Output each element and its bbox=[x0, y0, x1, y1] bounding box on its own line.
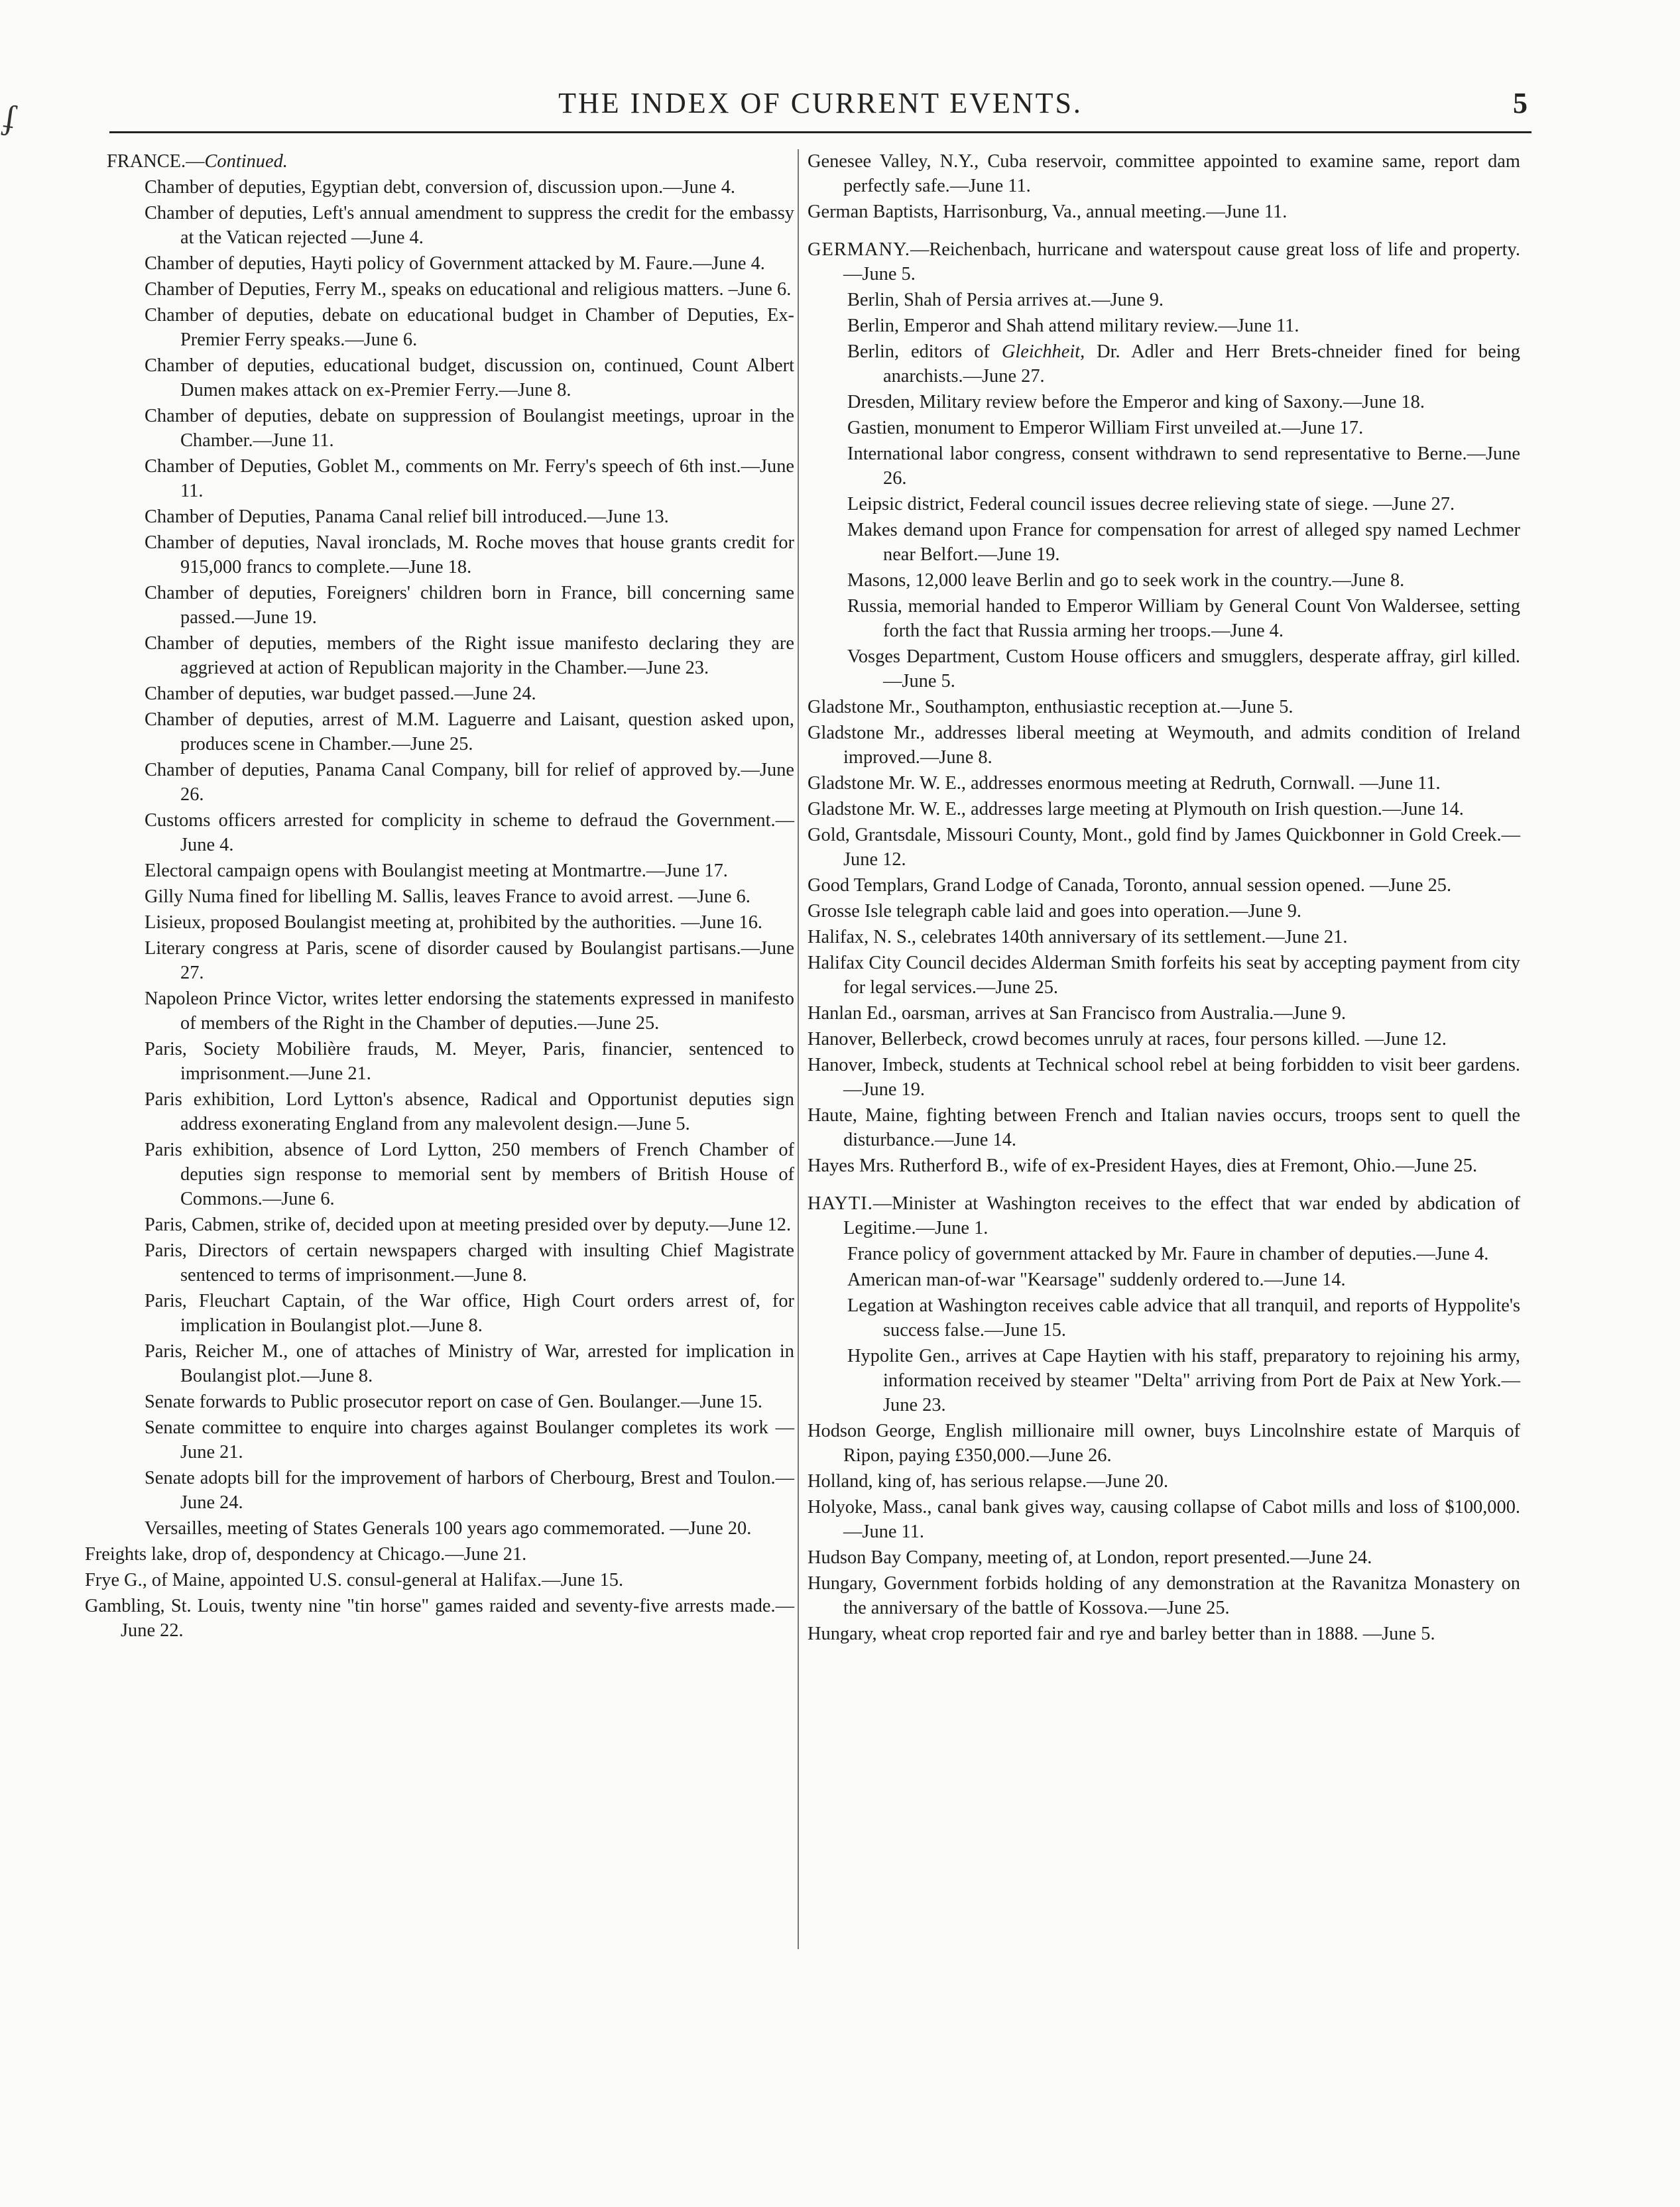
index-entry: Haute, Maine, fighting between French and Italian navies occurs, troops sent to quell the disturbance.—June 14. bbox=[808, 1105, 1520, 1150]
index-entry: Gambling, St. Louis, twenty nine "tin horse" games raided and seventy-five arrests made.—June 22. bbox=[85, 1596, 794, 1641]
index-entry: Chamber of Deputies, Goblet M., comments on Mr. Ferry's speech of 6th inst.—June 11. bbox=[145, 456, 794, 501]
index-entry-germany bbox=[808, 237, 1520, 286]
index-entry: Literary congress at Paris, scene of disorder caused by Boulangist partisans.—June 27. bbox=[145, 938, 794, 983]
index-entry: Hodson George, English millionaire mill owner, buys Lincolnshire estate of Marquis of Ripon, paying £350,000.—June 26. bbox=[808, 1421, 1520, 1466]
index-entry: Senate adopts bill for the improvement of harbors of Cherbourg, Brest and Toulon.—June 24. bbox=[145, 1468, 794, 1513]
index-entry: Paris exhibition, Lord Lytton's absence, Radical and Opportunist deputies sign address exonerating England from any malevolent design.—June 5. bbox=[145, 1089, 794, 1134]
index-entry: Leipsic district, Federal council issues decree relieving state of siege. —June 27. bbox=[847, 494, 1455, 514]
index-entry: Dresden, Military review before the Emperor and king of Saxony.—June 18. bbox=[847, 392, 1425, 412]
index-entry: Lisieux, proposed Boulangist meeting at, prohibited by the authorities. —June 16. bbox=[145, 912, 763, 933]
index-entry: Paris, Directors of certain newspapers charged with insulting Chief Magistrate sentenced to terms of imprisonment.—June 8. bbox=[145, 1240, 794, 1285]
index-entry: Hanlan Ed., oarsman, arrives at San Francisco from Australia.—June 9. bbox=[808, 1003, 1347, 1024]
index-entry: Versailles, meeting of States Generals 100 years ago commemorated. —June 20. bbox=[145, 1518, 752, 1539]
index-entry: Legation at Washington receives cable advice that all tranquil, and reports of Hyppolite's success false.—June 15. bbox=[847, 1295, 1520, 1341]
page-number: 5 bbox=[1513, 87, 1528, 119]
index-entry: Customs officers arrested for complicity in scheme to defraud the Government.—June 4. bbox=[145, 810, 794, 855]
index-entry: Good Templars, Grand Lodge of Canada, Toronto, annual session opened. —June 25. bbox=[808, 875, 1452, 896]
hayti-text: —Minister at Washington receives to the effect that war ended by abdication of Legitime.—June 1. bbox=[843, 1193, 1520, 1238]
index-entry: Chamber of deputies, Left's annual amendment to suppress the credit for the embassy at the Vatican rejected —June 4. bbox=[145, 203, 794, 248]
index-entry: International labor congress, consent withdrawn to send representative to Berne.—June 26. bbox=[847, 444, 1520, 489]
index-entry: Paris, Fleuchart Captain, of the War office, High Court orders arrest of, for implication in Boulangist plot.—June 8. bbox=[145, 1291, 794, 1336]
index-entry: Chamber of deputies, debate on suppression of Boulangist meetings, uproar in the Chamber.—June 11. bbox=[145, 406, 794, 451]
index-entry: German Baptists, Harrisonburg, Va., annual meeting.—June 11. bbox=[808, 202, 1288, 222]
column-divider bbox=[798, 149, 799, 1949]
index-entry: Chamber of deputies, educational budget, discussion on, continued, Count Albert Dumen makes attack on ex-Premier Ferry.—June 8. bbox=[145, 355, 794, 400]
index-entry: Halifax, N. S., celebrates 140th anniversary of its settlement.—June 21. bbox=[808, 927, 1348, 947]
left-column bbox=[85, 149, 794, 1644]
main-entries bbox=[85, 1542, 794, 1643]
index-entry: Makes demand upon France for compensation for arrest of alleged spy named Lechmer near Belfort.—June 19. bbox=[847, 520, 1520, 565]
index-entry: Frye G., of Maine, appointed U.S. consul-general at Halifax.—June 15. bbox=[85, 1570, 624, 1590]
germany-text: —Reichenbach, hurricane and waterspout cause great loss of life and property.—June 5. bbox=[843, 239, 1520, 284]
index-entry: France policy of government attacked by Mr. Faure in chamber of deputies.—June 4. bbox=[847, 1244, 1489, 1264]
index-entry: Hudson Bay Company, meeting of, at London, report presented.—June 24. bbox=[808, 1547, 1372, 1568]
index-entry: Gladstone Mr. W. E., addresses enormous meeting at Redruth, Cornwall. —June 11. bbox=[808, 773, 1441, 794]
index-entry: Chamber of deputies, Panama Canal Company, bill for relief of approved by.—June 26. bbox=[145, 760, 794, 805]
index-entry: Gastien, monument to Emperor William First unveiled at.—June 17. bbox=[847, 418, 1364, 438]
index-entry: Senate committee to enquire into charges against Boulanger completes its work —June 21. bbox=[145, 1417, 794, 1462]
index-entry: Chamber of Deputies, Panama Canal relief bill introduced.—June 13. bbox=[145, 507, 669, 527]
index-entry: Gold, Grantsdale, Missouri County, Mont., gold find by James Quickbonner in Gold Creek.—June 12. bbox=[808, 825, 1520, 870]
index-entry: Grosse Isle telegraph cable laid and goes into operation.—June 9. bbox=[808, 901, 1302, 922]
index-entry: Berlin, Emperor and Shah attend military review.—June 11. bbox=[847, 316, 1299, 336]
index-entry: Senate forwards to Public prosecutor report on case of Gen. Boulanger.—June 15. bbox=[145, 1392, 762, 1412]
heading-hayti: HAYTI. bbox=[808, 1193, 873, 1214]
heading-france: FRANCE.— bbox=[107, 151, 205, 172]
index-entry: Holyoke, Mass., canal bank gives way, causing collapse of Cabot mills and loss of $100,000.—June 11. bbox=[808, 1497, 1520, 1542]
index-entry: Genesee Valley, N.Y., Cuba reservoir, committee appointed to examine same, report dam perfectly safe.—June 11. bbox=[808, 151, 1520, 196]
index-entry: Hayes Mrs. Rutherford B., wife of ex-President Hayes, dies at Fremont, Ohio.—June 25. bbox=[808, 1156, 1478, 1176]
index-entry: Gladstone Mr., Southampton, enthusiastic reception at.—June 5. bbox=[808, 697, 1293, 717]
index-entry: Chamber of deputies, Hayti policy of Government attacked by M. Faure.—June 4. bbox=[145, 253, 765, 274]
index-entry: Chamber of deputies, members of the Right issue manifesto declaring they are aggrieved at action of Republican majority in the Chamber.—June 23. bbox=[145, 633, 794, 678]
index-entry: Hungary, Government forbids holding of any demonstration at the Ravanitza Monastery on the anniversary of the battle of Kossova.—June 25. bbox=[808, 1573, 1520, 1618]
index-entry: Paris exhibition, absence of Lord Lytton, 250 members of French Chamber of deputies sign response to memorial sent by members of British House of Commons.—June 6. bbox=[145, 1140, 794, 1209]
index-entry: Electoral campaign opens with Boulangist meeting at Montmartre.—June 17. bbox=[145, 861, 728, 881]
margin-mark: ʄ bbox=[1, 98, 19, 137]
index-entry: Gilly Numa fined for libelling M. Sallis, leaves France to avoid arrest. —June 6. bbox=[145, 886, 750, 907]
index-entry: Gladstone Mr. W. E., addresses large meeting at Plymouth on Irish question.—June 14. bbox=[808, 799, 1464, 819]
index-entry: Vosges Department, Custom House officers and smugglers, desperate affray, girl killed.—June 5. bbox=[847, 646, 1520, 691]
index-entry: Chamber of Deputies, Ferry M., speaks on educational and religious matters. –June 6. bbox=[145, 279, 792, 300]
index-entry-gleichheit bbox=[847, 339, 1520, 388]
index-entry-hayti bbox=[808, 1191, 1520, 1240]
index-entry: Halifax City Council decides Alderman Smith forfeits his seat by accepting payment from city for legal services.—June 25. bbox=[808, 953, 1520, 998]
running-title: THE INDEX OF CURRENT EVENTS. bbox=[558, 87, 1083, 119]
index-entry: Hanover, Bellerbeck, crowd becomes unruly at races, four persons killed. —June 12. bbox=[808, 1029, 1447, 1049]
index-entry: Hanover, Imbeck, students at Technical school rebel at being forbidden to visit beer gardens.—June 19. bbox=[808, 1055, 1520, 1100]
index-entry: Russia, memorial handed to Emperor William by General Count Von Waldersee, setting forth the fact that Russia arming her troops.—June 4. bbox=[847, 596, 1520, 641]
index-entry: Paris, Reicher M., one of attaches of Ministry of War, arrested for implication in Boulangist plot.—June 8. bbox=[145, 1341, 794, 1386]
heading-continued: Continued. bbox=[204, 151, 288, 172]
index-entry: Paris, Society Mobilière frauds, M. Meyer, Paris, financier, sentenced to imprisonment.—June 21. bbox=[145, 1039, 794, 1084]
index-entry: Paris, Cabmen, strike of, decided upon at meeting presided over by deputy.—June 12. bbox=[145, 1215, 792, 1235]
index-entry: American man-of-war "Kearsage" suddenly ordered to.—June 14. bbox=[847, 1270, 1346, 1290]
gleichheit-title: Gleichheit, bbox=[1001, 341, 1085, 362]
index-entry: Holland, king of, has serious relapse.—June 20. bbox=[808, 1471, 1169, 1492]
france-entries bbox=[85, 175, 794, 1541]
heading-germany: GERMANY. bbox=[808, 239, 910, 260]
gleichheit-prefix: Berlin, editors of bbox=[847, 341, 1002, 362]
index-entry: Chamber of deputies, debate on educational budget in Chamber of Deputies, Ex-Premier Ferry speaks.—June 6. bbox=[145, 305, 794, 350]
right-column bbox=[808, 149, 1520, 1647]
index-entry: Chamber of deputies, Naval ironclads, M. Roche moves that house grants credit for 915,000 francs to complete.—June 18. bbox=[145, 532, 794, 577]
index-entry: Masons, 12,000 leave Berlin and go to seek work in the country.—June 8. bbox=[847, 570, 1405, 591]
index-entry: Berlin, Shah of Persia arrives at.—June 9. bbox=[847, 290, 1164, 310]
index-entry: Chamber of deputies, arrest of M.M. Laguerre and Laisant, question asked upon, produces scene in Chamber.—June 25. bbox=[145, 709, 794, 754]
index-entry: Hypolite Gen., arrives at Cape Haytien with his staff, preparatory to rejoining his army, information received by steamer "Delta" arriving from Port de Paix at New York.—June 23. bbox=[847, 1346, 1520, 1415]
page-header bbox=[109, 85, 1531, 133]
index-entry: Chamber of deputies, war budget passed.—June 24. bbox=[145, 684, 536, 704]
section-heading-france bbox=[107, 149, 794, 174]
index-entry: Napoleon Prince Victor, writes letter endorsing the statements expressed in manifesto of members of the Right in the Chamber of deputies.—June 25. bbox=[145, 988, 794, 1034]
index-entry: Hungary, wheat crop reported fair and rye and barley better than in 1888. —June 5. bbox=[808, 1624, 1435, 1644]
index-entry: Freights lake, drop of, despondency at Chicago.—June 21. bbox=[85, 1544, 527, 1565]
gleichheit-suffix: Dr. Adler and Herr Brets-chneider fined for being anarchists.—June 27. bbox=[883, 341, 1520, 387]
index-entry: Chamber of deputies, Egyptian debt, conversion of, discussion upon.—June 4. bbox=[145, 177, 736, 198]
index-entry: Gladstone Mr., addresses liberal meeting at Weymouth, and admits condition of Ireland improved.—June 8. bbox=[808, 723, 1520, 768]
index-entry: Chamber of deputies, Foreigners' children born in France, bill concerning same passed.—June 19. bbox=[145, 583, 794, 628]
